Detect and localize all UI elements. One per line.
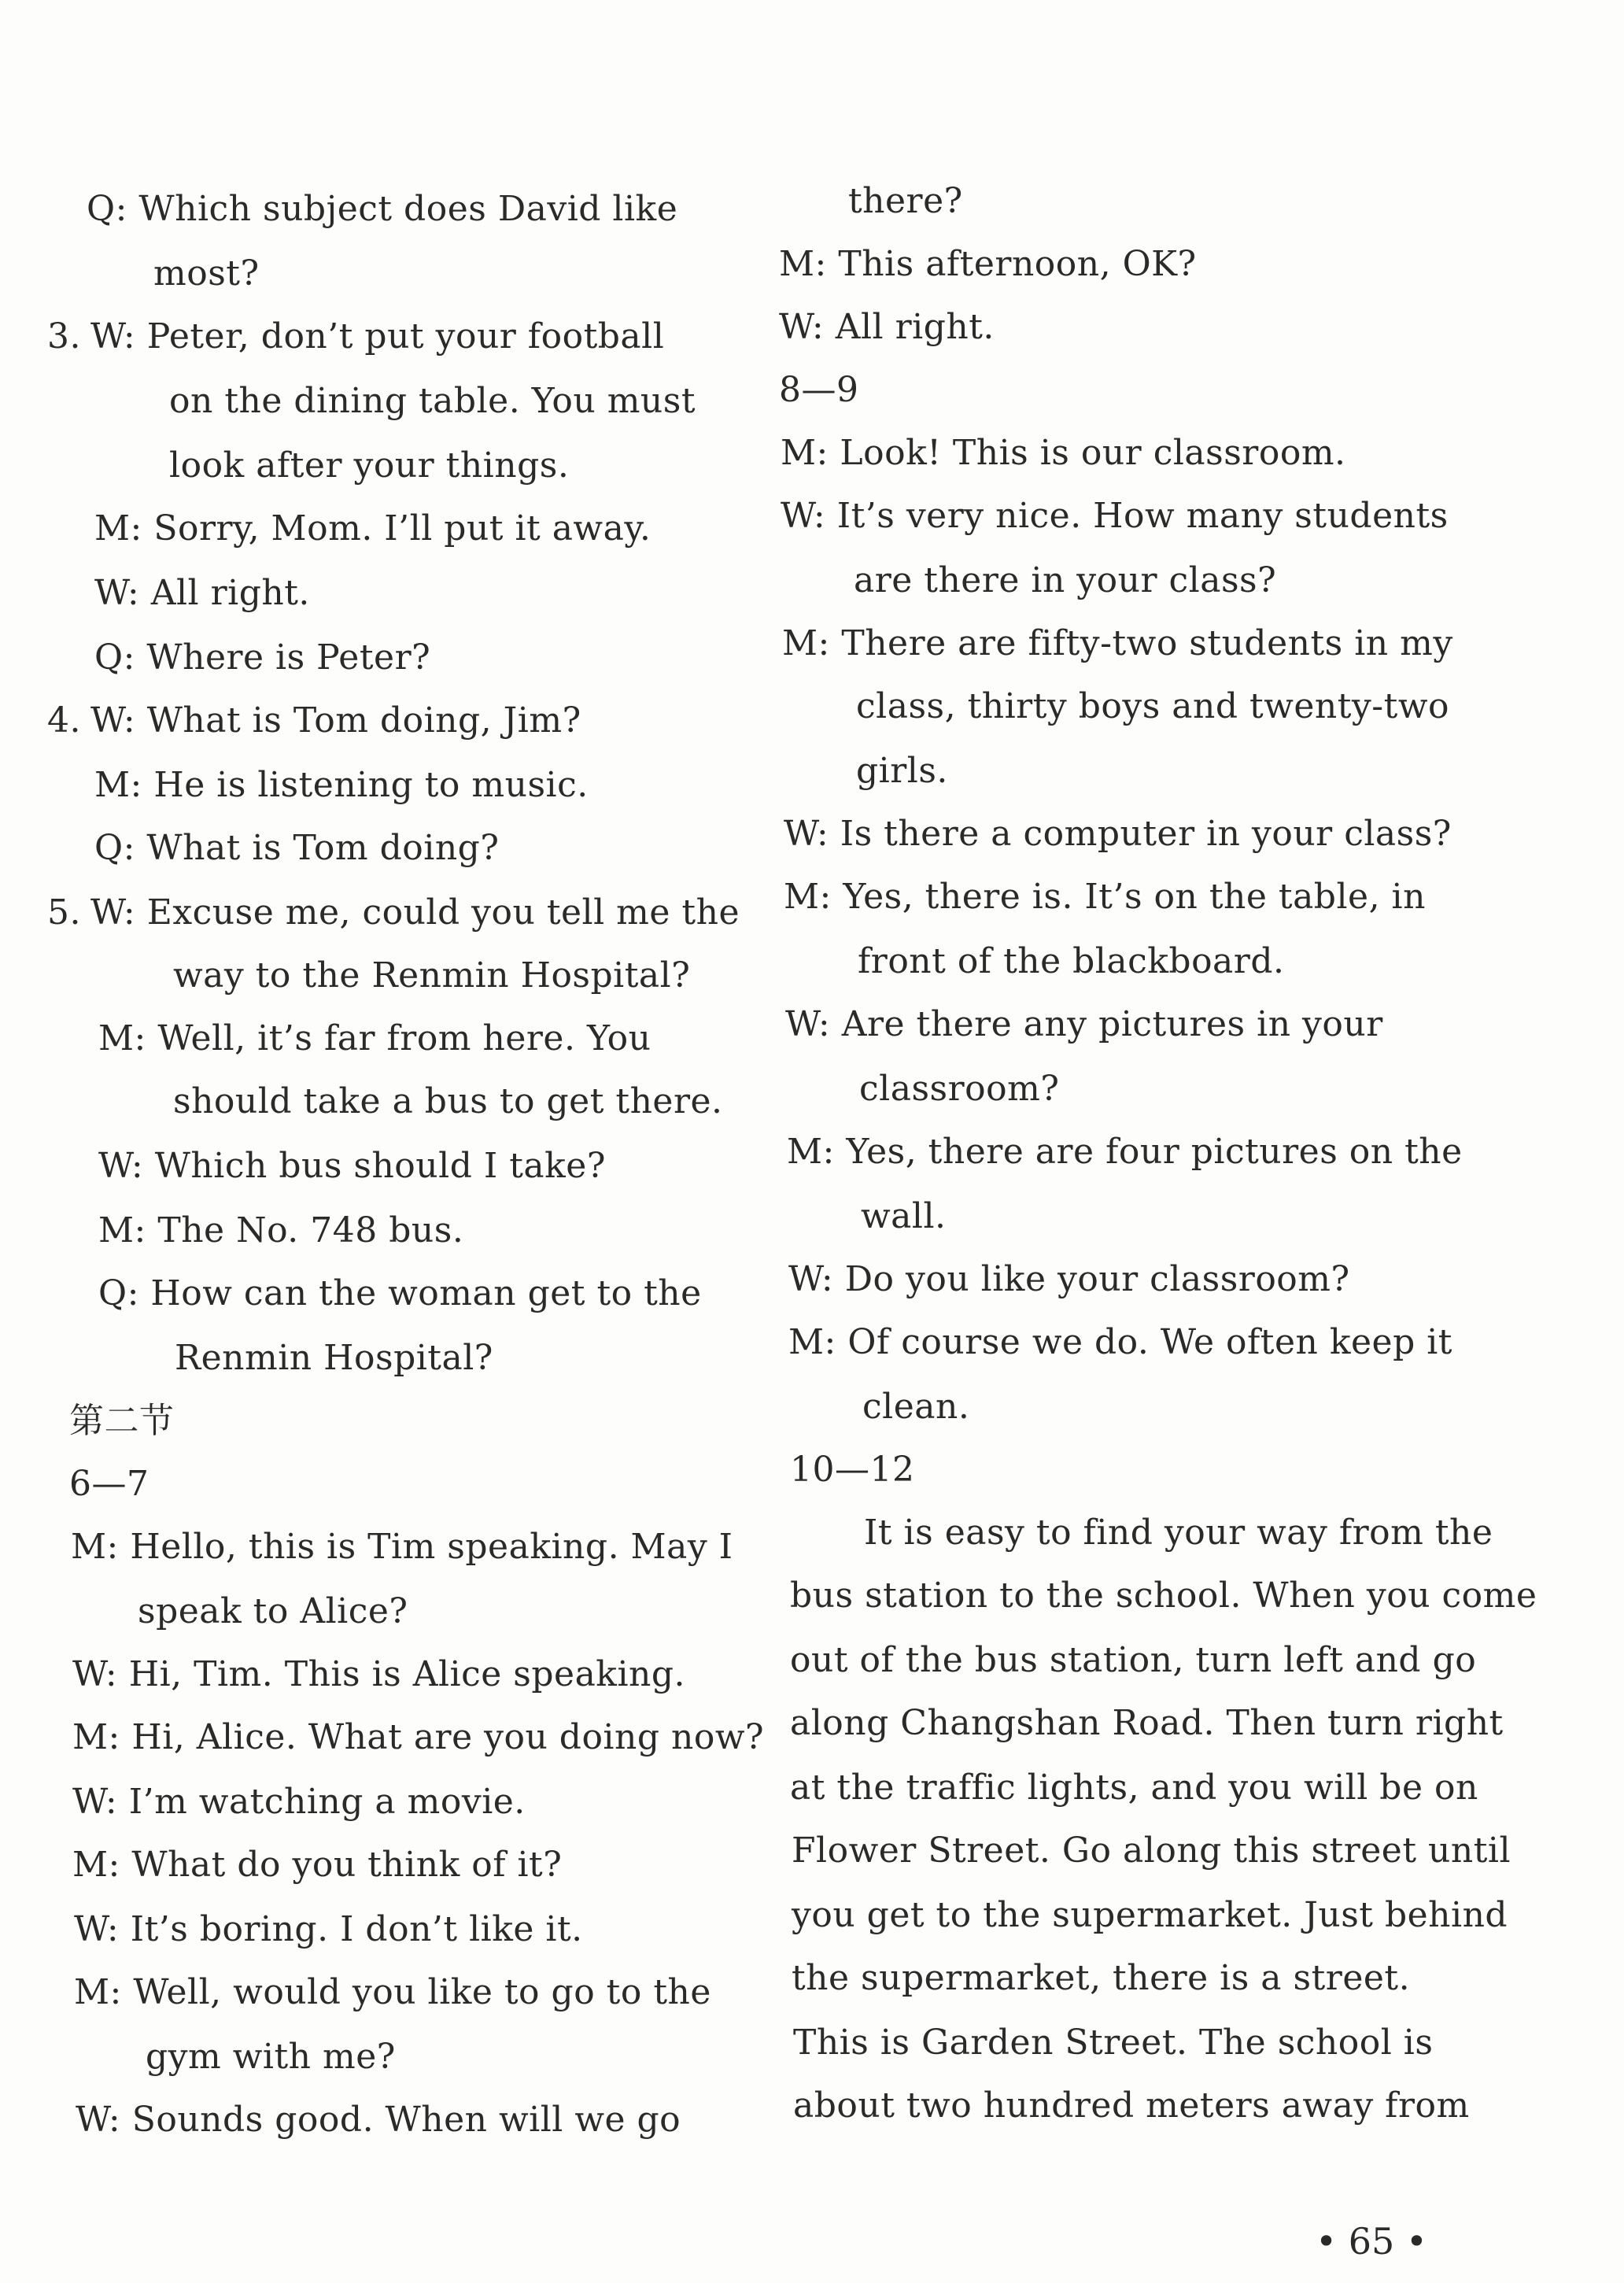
text-line: should take a bus to get there. xyxy=(173,1081,723,1121)
text-line: on the dining table. You must xyxy=(169,381,696,421)
paragraph-line: bus station to the school. When you come xyxy=(790,1576,1537,1616)
paragraph-line: along Changshan Road. Then turn right xyxy=(790,1703,1504,1743)
text-line: M: The No. 748 bus. xyxy=(98,1210,464,1250)
text-line: M: Yes, there are four pictures on the xyxy=(787,1132,1463,1172)
text-line: W: Are there any pictures in your xyxy=(785,1004,1383,1044)
text-line: look after your things. xyxy=(169,445,570,486)
text-line: Q: How can the woman get to the xyxy=(98,1273,702,1313)
text-line: front of the blackboard. xyxy=(858,941,1285,981)
item-number: 4. xyxy=(47,700,81,741)
paragraph-line: Flower Street. Go along this street until xyxy=(792,1830,1511,1871)
paragraph-line: It is easy to find your way from the xyxy=(864,1513,1493,1553)
text-line: M: This afternoon, OK? xyxy=(779,244,1197,284)
text-line: are there in your class? xyxy=(854,560,1277,600)
text-line: speak to Alice? xyxy=(138,1591,408,1631)
text-line: most? xyxy=(153,253,260,294)
text-line: clean. xyxy=(862,1387,970,1427)
text-line: M: Well, it’s far from here. You xyxy=(98,1018,651,1058)
text-line: W: All right. xyxy=(94,573,310,613)
text-line: W: Is there a computer in your class? xyxy=(784,814,1452,854)
text-line: girls. xyxy=(856,751,948,791)
dialogue-range: 10—12 xyxy=(790,1450,915,1490)
text-line: Q: Which subject does David like xyxy=(87,189,678,229)
text-line: W: It’s very nice. How many students xyxy=(781,496,1449,536)
text-line: way to the Renmin Hospital? xyxy=(173,955,691,996)
text-line: W: Do you like your classroom? xyxy=(788,1259,1350,1299)
text-line: M: Well, would you like to go to the xyxy=(74,1972,711,2012)
text-line: M: Sorry, Mom. I’ll put it away. xyxy=(94,508,651,549)
text-line: W: Excuse me, could you tell me the xyxy=(90,892,740,933)
paragraph-line: you get to the supermarket. Just behind xyxy=(792,1895,1508,1935)
text-line: M: Hello, this is Tim speaking. May I xyxy=(71,1527,733,1567)
paragraph-line: out of the bus station, turn left and go xyxy=(790,1640,1477,1680)
text-line: there? xyxy=(848,181,963,221)
page-number: • 65 • xyxy=(1315,2220,1427,2263)
text-line: W: It’s boring. I don’t like it. xyxy=(74,1909,583,1949)
text-line: W: Which bus should I take? xyxy=(98,1146,606,1186)
text-line: W: I’m watching a movie. xyxy=(72,1782,526,1822)
text-line: Q: What is Tom doing? xyxy=(94,828,500,868)
text-line: W: Peter, don’t put your football xyxy=(90,316,665,356)
text-line: M: Yes, there is. It’s on the table, in xyxy=(784,877,1426,917)
text-line: M: He is listening to music. xyxy=(94,765,589,805)
text-line: W: What is Tom doing, Jim? xyxy=(90,700,581,741)
text-line: classroom? xyxy=(859,1069,1060,1109)
text-line: W: All right. xyxy=(779,307,995,347)
paragraph-line: about two hundred meters away from xyxy=(793,2085,1470,2126)
text-line: Renmin Hospital? xyxy=(175,1338,493,1378)
item-number: 5. xyxy=(47,892,81,933)
dialogue-range: 8—9 xyxy=(779,370,859,410)
dialogue-range: 6—7 xyxy=(69,1464,149,1504)
text-line: M: Hi, Alice. What are you doing now? xyxy=(72,1717,765,1757)
section-heading: 第二节 xyxy=(69,1401,175,1441)
paragraph-line: the supermarket, there is a street. xyxy=(792,1958,1411,1998)
text-line: class, thirty boys and twenty-two xyxy=(856,686,1449,726)
text-line: W: Sounds good. When will we go xyxy=(76,2100,681,2140)
paragraph-line: This is Garden Street. The school is xyxy=(793,2023,1434,2063)
text-line: Q: Where is Peter? xyxy=(94,637,431,678)
text-line: M: What do you think of it? xyxy=(72,1845,563,1885)
paragraph-line: at the traffic lights, and you will be on xyxy=(790,1768,1478,1808)
text-line: wall. xyxy=(861,1196,947,1236)
text-line: M: Of course we do. We often keep it xyxy=(788,1322,1452,1362)
text-line: W: Hi, Tim. This is Alice speaking. xyxy=(72,1654,686,1694)
text-line: gym with me? xyxy=(146,2037,396,2077)
text-line: M: There are fifty-two students in my xyxy=(782,623,1453,663)
text-line: M: Look! This is our classroom. xyxy=(781,433,1346,473)
item-number: 3. xyxy=(47,316,81,356)
